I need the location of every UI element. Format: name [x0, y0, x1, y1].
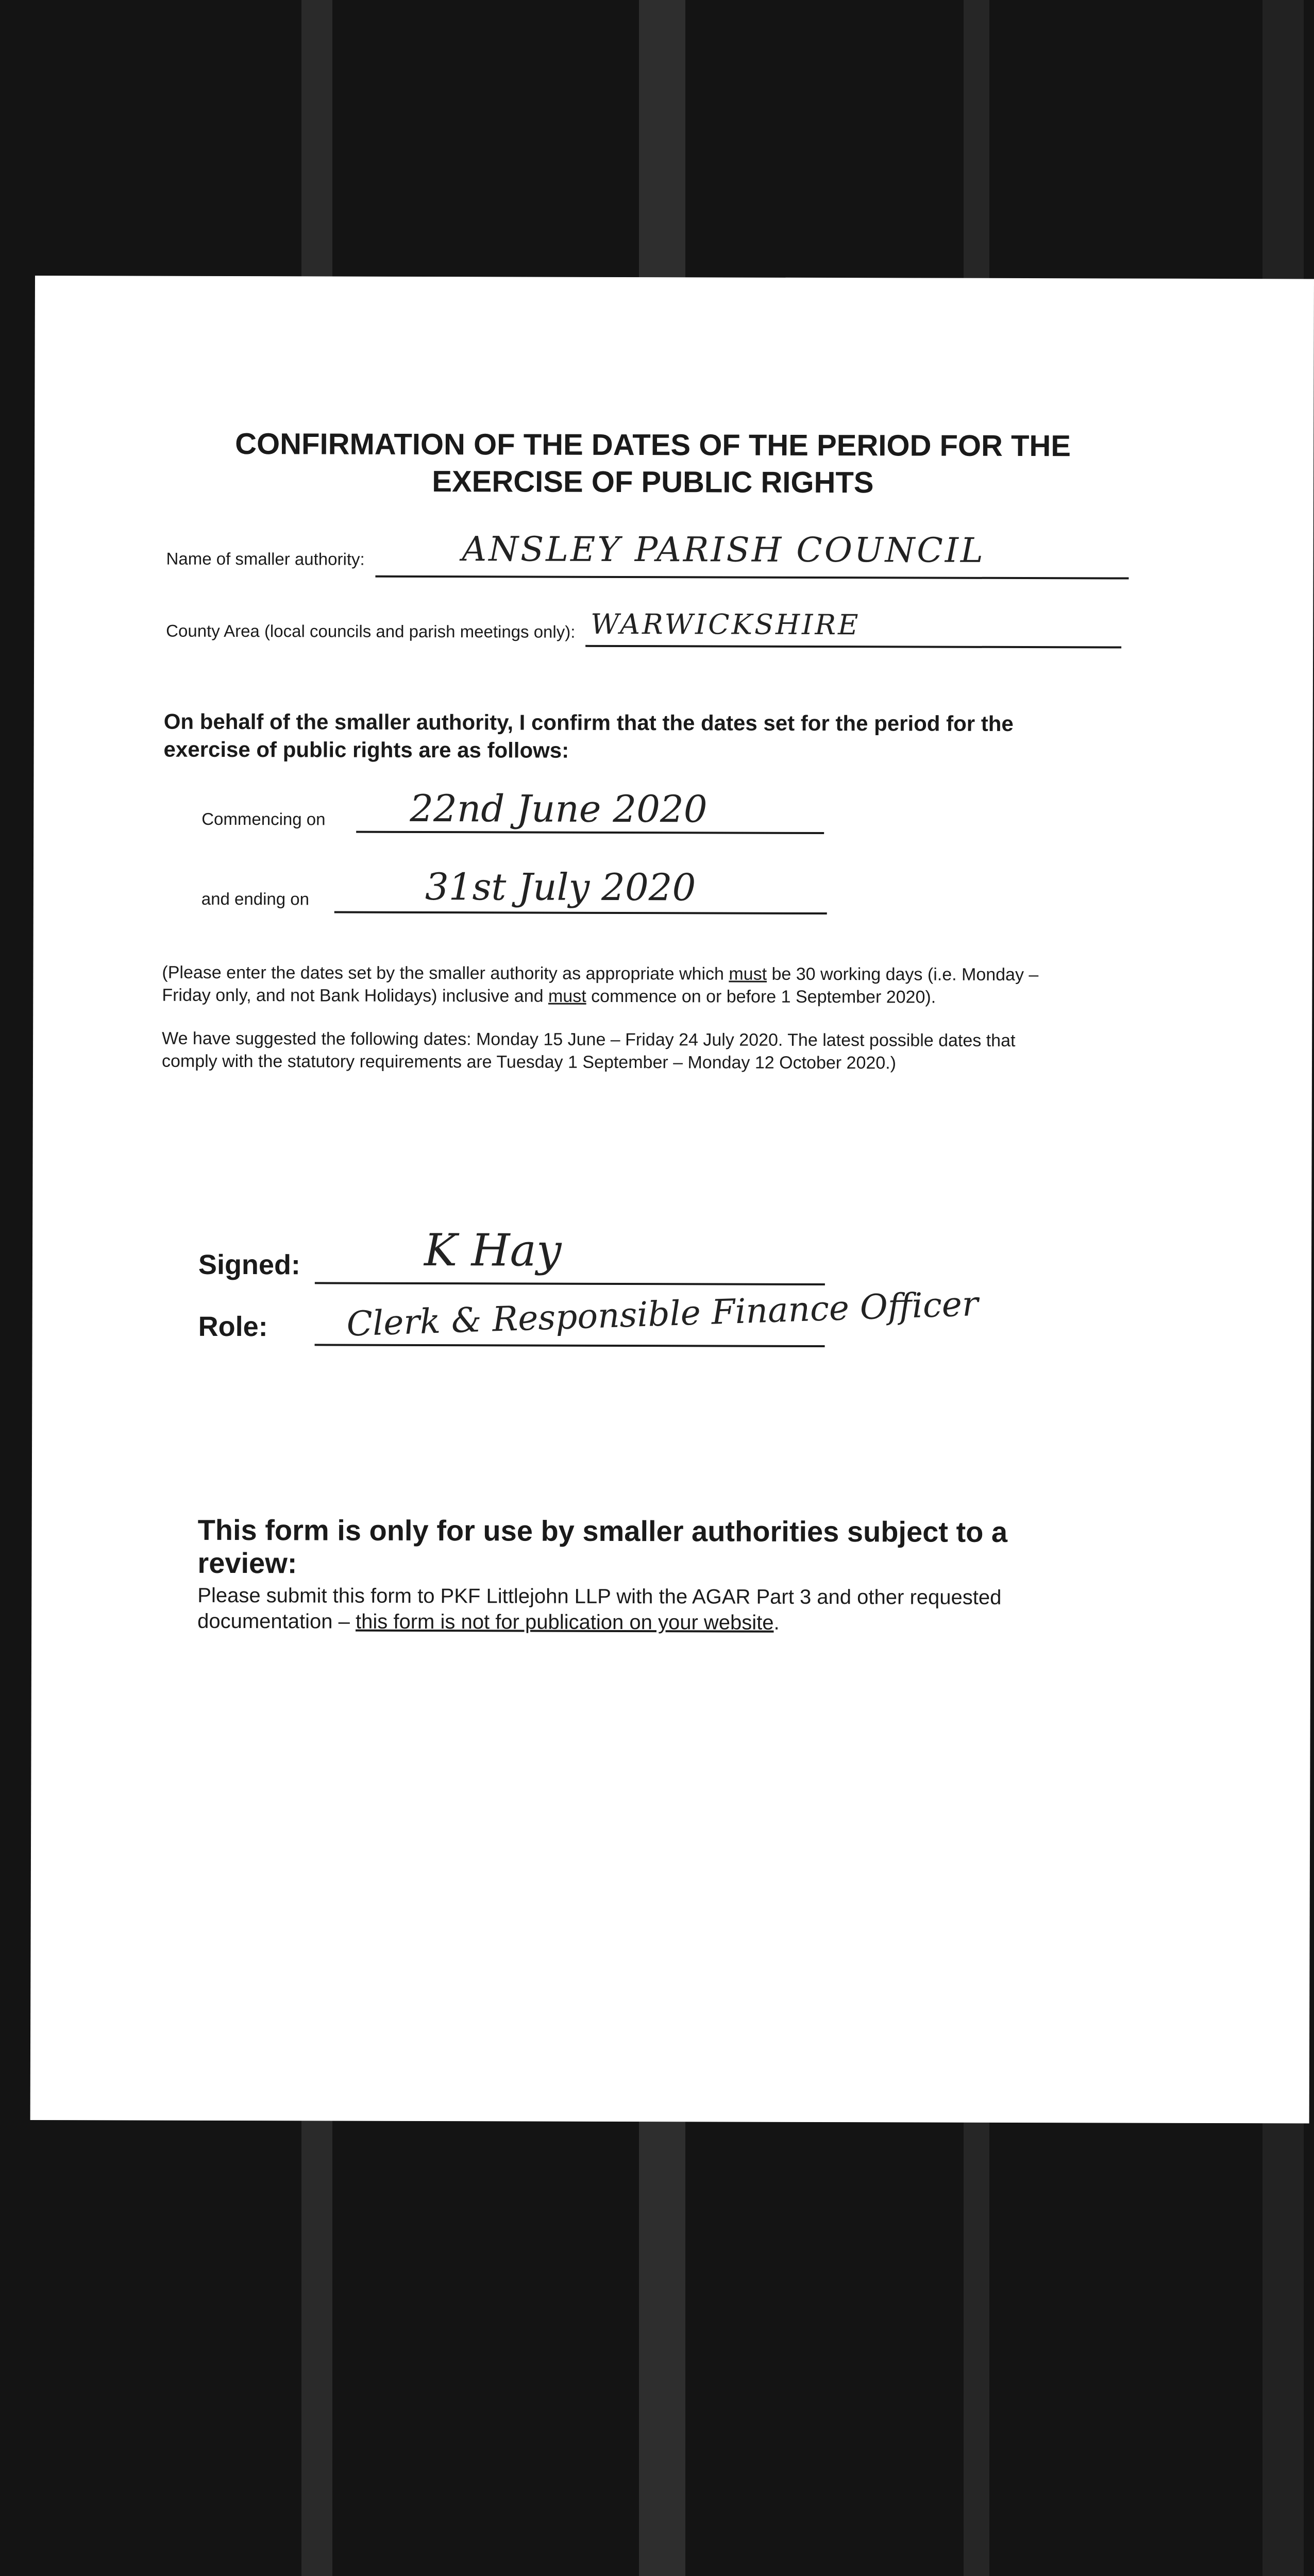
smaller-authorities-notice-heading: [197, 1514, 1279, 1582]
notice-heading-line-1: This form is only for use by smaller authorities subject to a: [197, 1513, 1008, 1548]
commencing-field-line: [356, 831, 824, 834]
dates-instruction-note: (Please enter the dates set by the smaller authority as appropriate which must be 30 working days (i.e. Monday – Friday only, and not Bank Holidays) inclusive and must commence on or before 1 September 2020).: [162, 962, 1039, 1007]
county-handwritten-value: WARWICKSHIRE: [591, 607, 861, 641]
must-emphasis: must: [548, 986, 586, 1006]
suggested-dates-note: [162, 1027, 1295, 1076]
commencing-label: Commencing on: [201, 809, 326, 829]
commencing-handwritten-value: 22nd June 2020: [410, 786, 707, 831]
confirmation-line-1: On behalf of the smaller authority, I confirm that the dates set for the period for the: [163, 709, 1014, 736]
ending-field-line: [334, 911, 827, 915]
signed-label: Signed:: [198, 1249, 301, 1281]
submission-line-1: Please submit this form to PKF Littlejohn LLP with the AGAR Part 3 and other requested: [197, 1584, 1002, 1609]
ending-label: and ending on: [201, 889, 310, 909]
not-for-publication-notice: this form is not for publication on your website: [355, 1610, 774, 1634]
confirmation-statement: [164, 708, 1272, 767]
role-field-line: [315, 1344, 825, 1347]
role-label: Role:: [198, 1311, 268, 1343]
authority-handwritten-value: ANSLEY PARISH COUNCIL: [462, 529, 985, 570]
form-page: [30, 276, 1314, 2123]
suggested-dates-line-1: We have suggested the following dates: Monday 15 June – Friday 24 July 2020. The latest possible dates that: [162, 1028, 1016, 1050]
county-label: County Area (local councils and parish meetings only):: [166, 621, 576, 641]
signature-field-line: [315, 1282, 825, 1285]
form-title: [35, 425, 1271, 502]
notice-heading-line-2: review:: [197, 1546, 297, 1580]
title-line-1: CONFIRMATION OF THE DATES OF THE PERIOD FOR THE: [235, 427, 1071, 463]
confirmation-line-2: exercise of public rights are as follows:: [163, 737, 569, 762]
suggested-dates-line-2: comply with the statutory requirements are Tuesday 1 September – Monday 12 October 2020.): [161, 1051, 897, 1073]
must-emphasis: must: [729, 964, 767, 984]
submission-instructions: Please submit this form to PKF Littlejohn LLP with the AGAR Part 3 and other requested documentation – this form is not for publication on your website.: [197, 1583, 1279, 1637]
role-handwritten-value: Clerk & Responsible Finance Officer: [346, 1284, 979, 1344]
authority-field-line: [375, 575, 1128, 580]
title-line-2: EXERCISE OF PUBLIC RIGHTS: [432, 465, 874, 500]
ending-handwritten-value: 31st July 2020: [425, 865, 696, 909]
county-field-line: [585, 645, 1121, 649]
authority-label: Name of smaller authority:: [166, 549, 365, 569]
signature-handwritten: K Hay: [424, 1224, 562, 1277]
